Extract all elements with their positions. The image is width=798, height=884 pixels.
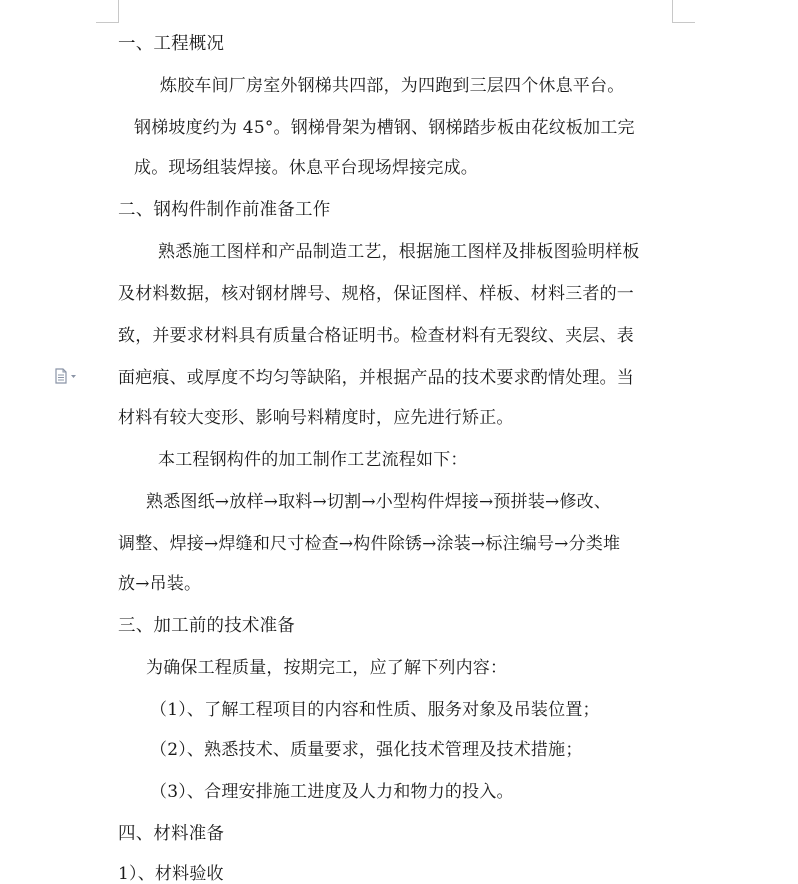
paragraph-line: 面疤痕、或厚度不均匀等缺陷，并根据产品的技术要求酌情处理。当: [118, 368, 634, 388]
section-heading-2: 二、钢构件制作前准备工作: [118, 200, 331, 220]
section-heading-4: 四、材料准备: [118, 824, 225, 844]
process-flow-line: 熟悉图纸→放样→取料→切割→小型构件焊接→预拼装→修改、: [146, 492, 612, 512]
paragraph-line: 钢梯坡度约为 45°。钢梯骨架为槽钢、钢梯踏步板由花纹板加工完: [134, 118, 635, 138]
paragraph-line: 材料有较大变形、影响号料精度时，应先进行矫正。: [118, 408, 514, 428]
list-item: （3）、合理安排施工进度及人力和物力的投入。: [150, 782, 514, 802]
process-flow-line: 调整、焊接→焊缝和尺寸检查→构件除锈→涂装→标注编号→分类堆: [118, 534, 621, 554]
paragraph-line: 炼胶车间厂房室外钢梯共四部，为四跑到三层四个休息平台。: [160, 76, 625, 96]
section-heading-1: 一、工程概况: [118, 34, 225, 54]
section-heading-3: 三、加工前的技术准备: [118, 616, 295, 636]
page-corner-mark-left: [96, 0, 119, 23]
paragraph-line: 为确保工程质量，按期完工，应了解下列内容：: [146, 658, 508, 678]
paragraph-line: 熟悉施工图样和产品制造工艺，根据施工图样及排板图验明样板: [158, 242, 640, 262]
list-item: 1）、材料验收: [118, 864, 224, 884]
list-item: （2）、熟悉技术、质量要求，强化技术管理及技术措施；: [150, 740, 583, 760]
paragraph-line: 成。现场组装焊接。休息平台现场焊接完成。: [134, 158, 478, 178]
paragraph-line: 本工程钢构件的加工制作工艺流程如下：: [158, 450, 468, 470]
paragraph-options-icon[interactable]: [54, 368, 78, 384]
paragraph-line: 致，并要求材料具有质量合格证明书。检查材料有无裂纹、夹层、表: [118, 326, 634, 346]
process-flow-line: 放→吊装。: [118, 574, 202, 594]
page-corner-mark-right: [672, 0, 695, 23]
list-item: （1）、了解工程项目的内容和性质、服务对象及吊装位置；: [150, 700, 600, 720]
paragraph-line: 及材料数据，核对钢材牌号、规格，保证图样、样板、材料三者的一: [118, 284, 634, 304]
